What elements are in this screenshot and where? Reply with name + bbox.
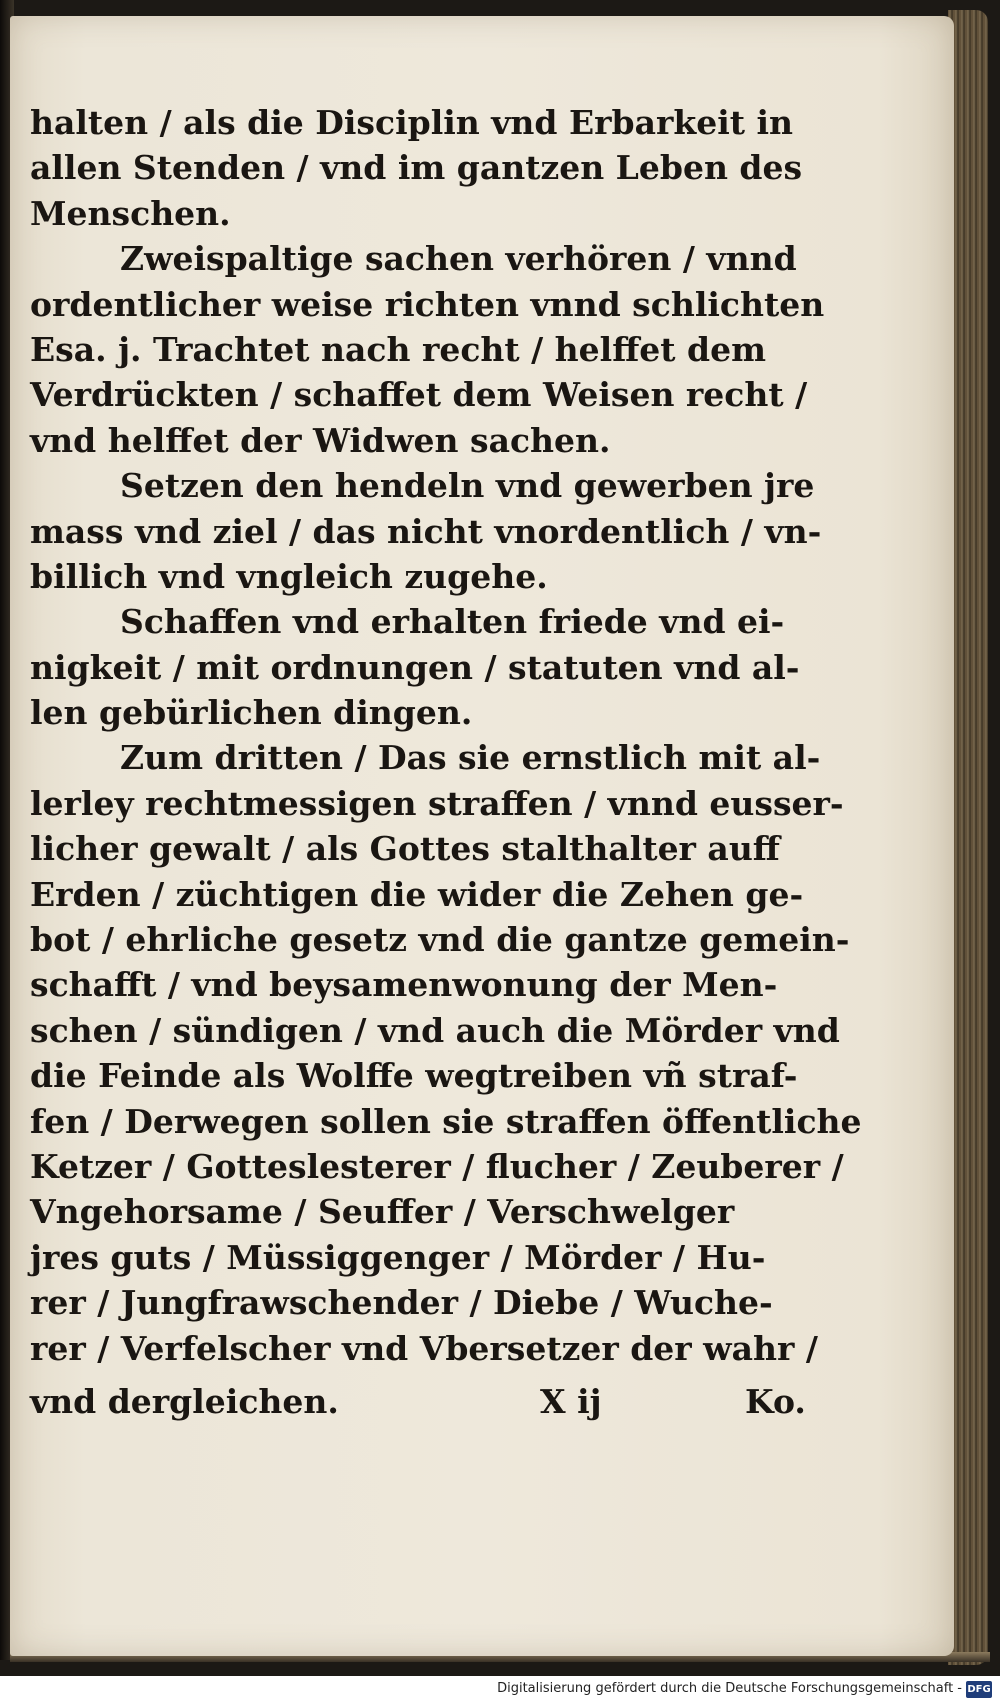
text-line: jres guts / Müssiggenger / Mörder / Hu- xyxy=(30,1237,766,1277)
text-line: lerley rechtmessigen straffen / vnnd eusser- xyxy=(30,783,844,823)
text-line: Zum dritten / Das sie ernstlich mit al- xyxy=(120,738,821,778)
text-line: schen / sündigen / vnd auch die Mörder vnd xyxy=(30,1010,840,1050)
text-line: halten / als die Disciplin vnd Erbarkeit in xyxy=(30,103,794,142)
text-line: ordentlicher weise richten vnnd schlichten xyxy=(30,284,825,324)
text-line: billich vnd vngleich zugehe. xyxy=(30,556,548,596)
text-line: Setzen den hendeln vnd gewerben jre xyxy=(120,466,815,506)
text-line: Ketzer / Gotteslesterer / flucher / Zeuberer / xyxy=(30,1146,844,1186)
text-line: Schaffen vnd erhalten friede vnd ei- xyxy=(120,602,785,642)
text-line: Vngehorsame / Seuffer / Verschwelger xyxy=(30,1192,735,1232)
text-line: schafft / vnd beysamenwonung der Men- xyxy=(30,965,778,1005)
text-line: fen / Derwegen sollen sie straffen öffentliche xyxy=(30,1101,862,1141)
text-line: bot / ehrliche gesetz vnd die gantze gemein- xyxy=(30,920,850,960)
text-line: Zweispaltige sachen verhören / vnnd xyxy=(120,239,797,279)
text-line: Menschen. xyxy=(30,193,231,233)
text-line: mass vnd ziel / das nicht vnordentlich / vn- xyxy=(30,511,822,551)
text-line: die Feinde als Wolffe wegtreiben vñ straf- xyxy=(30,1056,798,1096)
dfg-logo: DFG xyxy=(966,1681,992,1698)
text-line: vnd dergleichen. xyxy=(30,1382,339,1421)
text-line: allen Stenden / vnd im gantzen Leben des xyxy=(30,148,803,188)
text-line: Verdrückten / schaffet dem Weisen recht / xyxy=(30,375,808,415)
text-line: len gebürlichen dingen. xyxy=(30,693,473,733)
funding-credit: Digitalisierung gefördert durch die Deutsche Forschungsgemeinschaft - xyxy=(497,1681,962,1696)
text-line: rer / Verfelscher vnd Vbersetzer der wahr / xyxy=(30,1328,818,1368)
text-line: rer / Jungfrawschender / Diebe / Wuche- xyxy=(30,1283,773,1323)
page-stack-edge xyxy=(948,10,988,1665)
text-line: vnd helffet der Widwen sachen. xyxy=(30,420,611,460)
page-footer-line xyxy=(30,1379,830,1424)
text-line: licher gewalt / als Gottes stalthalter auff xyxy=(30,829,780,869)
text-line: Erden / züchtigen die wider die Zehen ge- xyxy=(30,874,804,914)
catchword: Ko. xyxy=(745,1382,806,1421)
text-line: Esa. j. Trachtet nach recht / helffet dem xyxy=(30,329,767,369)
credit-bar xyxy=(0,1676,1000,1704)
page-text xyxy=(30,100,862,1371)
signature-mark: X ij xyxy=(540,1382,602,1421)
text-line: nigkeit / mit ordnungen / statuten vnd al- xyxy=(30,647,800,687)
